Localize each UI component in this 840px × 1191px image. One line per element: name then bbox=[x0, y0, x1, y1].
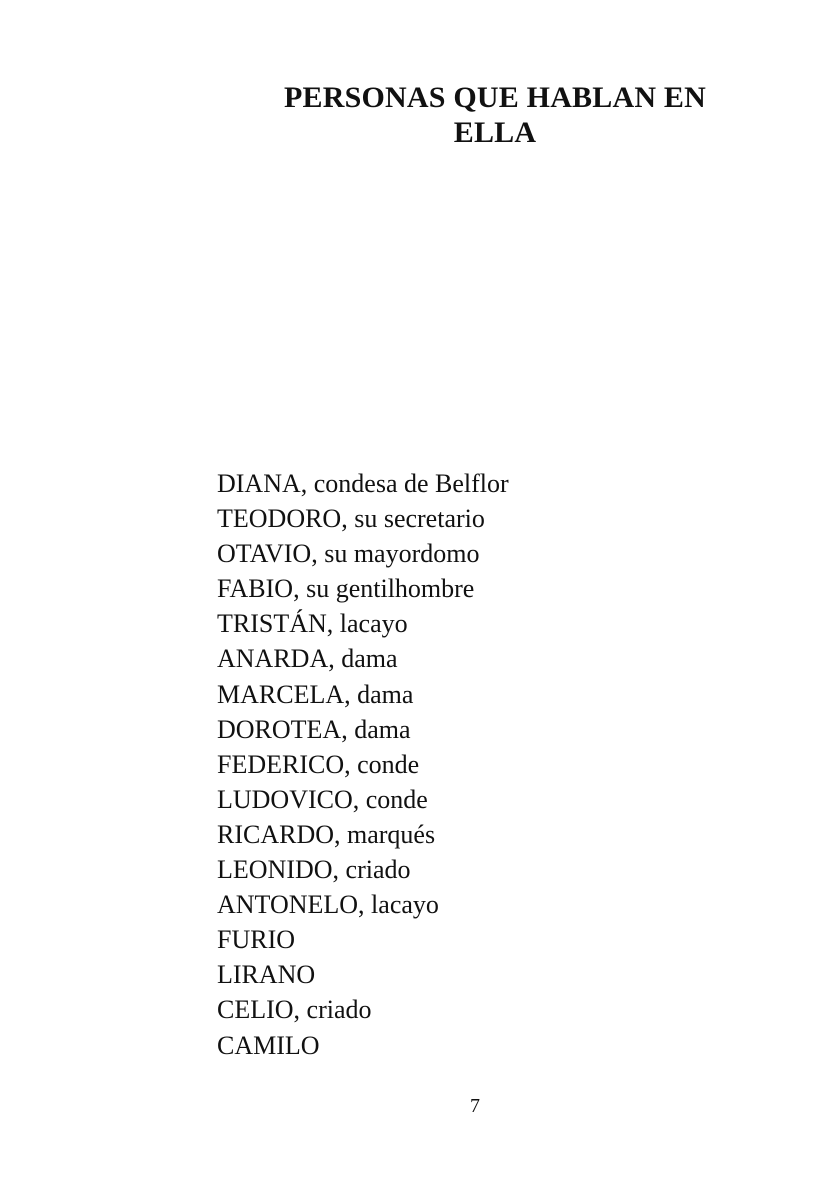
cast-list bbox=[217, 466, 509, 1063]
cast-item: TEODORO, su secretario bbox=[217, 504, 485, 534]
cast-item: RICARDO, marqués bbox=[217, 819, 436, 849]
cast-item: CELIO, criado bbox=[217, 995, 372, 1025]
cast-item: LEONIDO, criado bbox=[217, 855, 411, 885]
page-title-line-2: ELLA bbox=[453, 116, 537, 149]
cast-item: FEDERICO, conde bbox=[217, 749, 420, 779]
page-title-line-1: PERSONAS QUE HABLAN EN bbox=[284, 81, 706, 114]
cast-item: TRISTÁN, lacayo bbox=[217, 609, 408, 639]
cast-item: FURIO bbox=[217, 925, 296, 955]
cast-item: OTAVIO, su mayordomo bbox=[217, 539, 480, 569]
cast-item: DIANA, condesa de Belflor bbox=[217, 469, 509, 498]
cast-item: CAMILO bbox=[217, 1030, 320, 1060]
page-title bbox=[230, 80, 760, 150]
cast-item: ANARDA, dama bbox=[217, 644, 398, 674]
cast-item: ANTONELO, lacayo bbox=[217, 890, 439, 920]
cast-item: DOROTEA, dama bbox=[217, 714, 411, 744]
cast-item: LUDOVICO, conde bbox=[217, 784, 428, 814]
cast-item: FABIO, su gentilhombre bbox=[217, 574, 475, 604]
cast-item: LIRANO bbox=[217, 960, 316, 990]
page-number: 7 bbox=[470, 1095, 480, 1117]
cast-item: MARCELA, dama bbox=[217, 679, 414, 709]
